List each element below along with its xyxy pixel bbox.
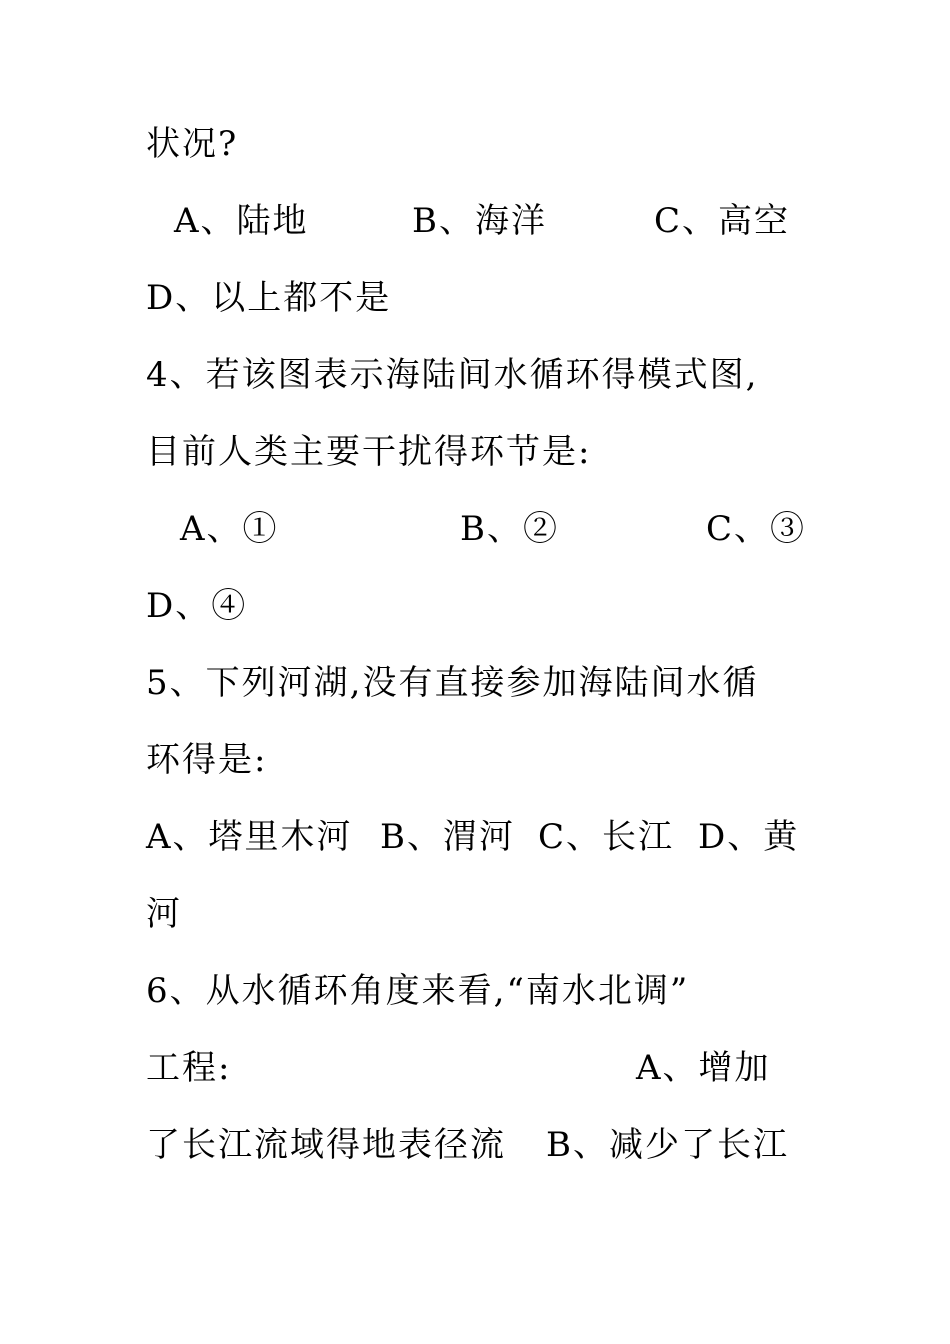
q4-stem-line2 [146, 432, 806, 472]
option-d: D、④ [146, 586, 248, 626]
option-a: A、① [180, 509, 279, 549]
q6-stem-line2 [146, 1048, 806, 1088]
option-a-cont: 了长江流域得地表径流 [146, 1125, 506, 1165]
option-c: C、高空 [654, 201, 791, 241]
option-a: A、塔里木河 [146, 817, 353, 857]
text: 5、下列河湖,没有直接参加海陆间水循 [146, 663, 759, 703]
q4-stem-line1 [146, 355, 806, 395]
option-a: A、增加 [636, 1048, 771, 1088]
q4-options-row [146, 509, 806, 549]
q5-option-d-wrap [146, 894, 806, 934]
q3-options-row [146, 201, 806, 241]
q6-stem-line1 [146, 971, 806, 1011]
option-b: B、海洋 [412, 201, 547, 241]
text: 6、从水循环角度来看,“南水北调” [146, 971, 690, 1011]
text: 状况? [146, 124, 239, 164]
option-b: B、② [460, 509, 559, 549]
option-b: B、渭河 [380, 817, 515, 857]
q3-option-d [146, 278, 806, 318]
option-b: B、减少了长江 [546, 1125, 789, 1165]
text: 工程: [146, 1048, 232, 1088]
q5-options-row [146, 817, 806, 857]
q4-option-d [146, 586, 806, 626]
option-d: D、以上都不是 [146, 278, 392, 318]
option-c: C、长江 [538, 817, 675, 857]
q6-options-line [146, 1125, 806, 1165]
text: 目前人类主要干扰得环节是: [146, 432, 592, 472]
line-continuation [146, 124, 806, 164]
text: 环得是: [146, 740, 268, 780]
text: 河 [146, 894, 182, 934]
option-a: A、陆地 [174, 201, 309, 241]
text: 4、若该图表示海陆间水循环得模式图, [146, 355, 759, 395]
q5-stem-line2 [146, 740, 806, 780]
option-d: D、黄 [698, 817, 800, 857]
option-c: C、③ [706, 509, 807, 549]
q5-stem-line1 [146, 663, 806, 703]
